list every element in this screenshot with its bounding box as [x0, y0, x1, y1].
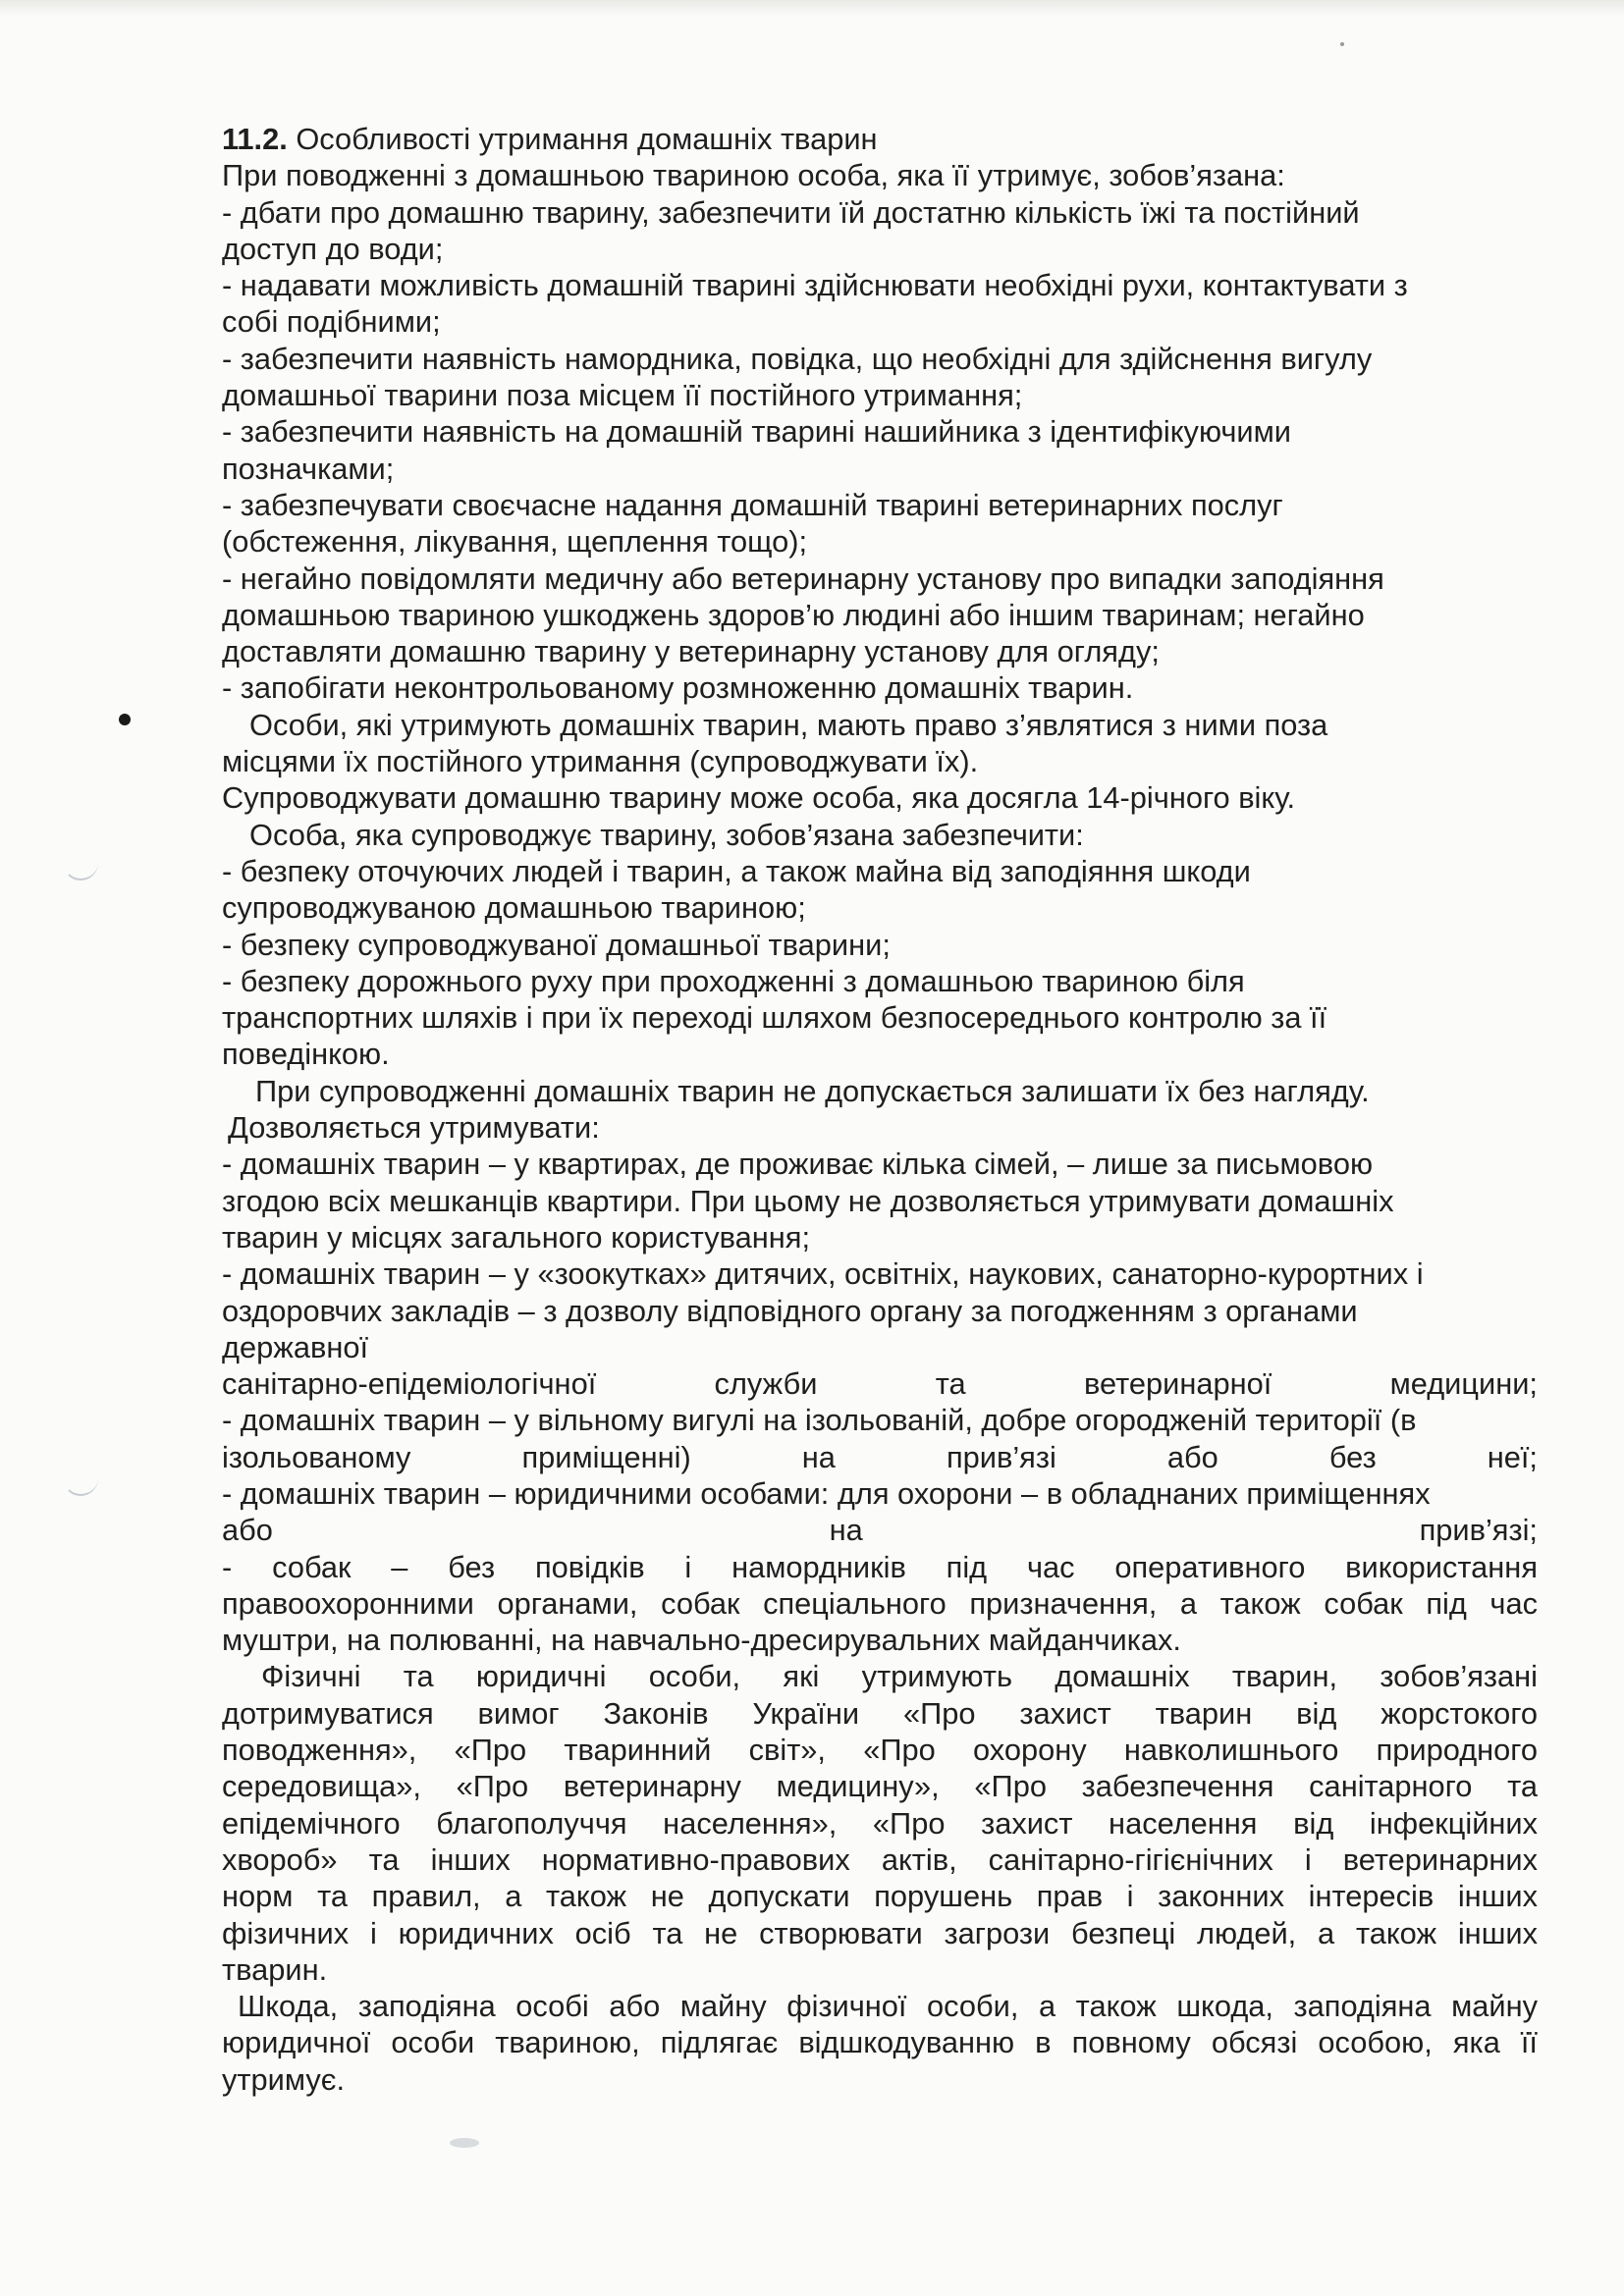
- text-line: - надавати можливість домашній тварині здійснювати необхідні рухи, контактувати з: [222, 268, 1408, 303]
- text-line: собі подібними;: [222, 304, 441, 340]
- text-line: супроводжуваною домашньою твариною;: [222, 890, 806, 926]
- text-line: домашньої тварини поза місцем її постійного утримання;: [222, 378, 1023, 413]
- text-line: юридичної особи твариною, підлягає відшкодуванню в повному обсязі особою, яка її: [222, 2025, 1538, 2060]
- section-heading: [222, 121, 1538, 157]
- text-line: тварин.: [222, 1951, 328, 1987]
- text-line: - забезпечити наявність намордника, повідка, що необхідні для здійснення вигулу: [222, 341, 1373, 376]
- binder-hole-mark: [119, 714, 131, 725]
- text-line: місцями їх постійного утримання (супроводжувати їх).: [222, 744, 979, 779]
- text-line: або на прив’язі;: [222, 1513, 1538, 1548]
- text-line: позначками;: [222, 451, 395, 486]
- text-line: Особа, яка супроводжує тварину, зобов’язана забезпечити:: [249, 817, 1084, 852]
- text-line: доставляти домашню тварину у ветеринарну установу для огляду;: [222, 634, 1160, 669]
- text-line: - безпеку оточуючих людей і тварин, а також майна від заподіяння шкоди: [222, 853, 1251, 888]
- text-line: санітарно-епідеміологічної служби та ветеринарної медицини;: [222, 1366, 1538, 1402]
- scan-speck: [1340, 42, 1344, 46]
- punch-hole-arc: [63, 1455, 98, 1496]
- text-line: При поводженні з домашньою твариною особа, яка її утримує, зобов’язана:: [222, 158, 1285, 193]
- section-title: Особливості утримання домашніх тварин: [287, 122, 878, 156]
- punch-hole-arc: [63, 839, 98, 881]
- text-line: - запобігати неконтрольованому розмноженню домашніх тварин.: [222, 670, 1134, 706]
- document-body: [222, 121, 1538, 2098]
- text-line: - дбати про домашню тварину, забезпечити їй достатню кількість їжі та постійний: [222, 194, 1360, 230]
- section-number: 11.2.: [222, 122, 288, 156]
- text-line: оздоровчих закладів – з дозволу відповідного органу за погодженням з органами: [222, 1293, 1358, 1328]
- text-line: домашньою твариною ушкоджень здоров’ю людині або іншим тваринам; негайно: [222, 597, 1365, 632]
- text-line: - безпеку супроводжуваної домашньої тварини;: [222, 927, 891, 962]
- text-line: тварин у місцях загального користування;: [222, 1219, 811, 1255]
- text-line: Особи, які утримують домашніх тварин, мають право з’являтися з ними поза: [249, 707, 1328, 742]
- text-line: поведінкою.: [222, 1037, 390, 1072]
- text-line: епідемічного благополуччя населення», «Про захист населення від інфекційних: [222, 1805, 1538, 1841]
- text-line: - домашніх тварин – у квартирах, де проживає кілька сімей, – лише за письмовою: [222, 1147, 1374, 1182]
- text-line: доступ до води;: [222, 231, 444, 266]
- text-line: муштри, на полюванні, на навчально-дресирувальних майданчиках.: [222, 1623, 1181, 1658]
- text-line: Шкода, заподіяна особі або майну фізичної особи, а також шкода, заподіяна майну: [238, 1989, 1538, 2024]
- text-line: - домашніх тварин – у вільному вигулі на ізольованій, добре огородженій території (в: [222, 1403, 1417, 1438]
- text-line: транспортних шляхів і при їх переході шляхом безпосереднього контролю за її: [222, 1000, 1327, 1036]
- scan-smudge: [450, 2138, 479, 2148]
- text-line: хвороб» та інших нормативно-правових актів, санітарно-гігієнічних і ветеринарних: [222, 1842, 1538, 1877]
- text-line: - забезпечити наявність на домашній тварині нашийника з ідентифікуючими: [222, 414, 1292, 450]
- text-line: Дозволяється утримувати:: [228, 1110, 600, 1146]
- text-line: норм та правил, а також не допускати порушень прав і законних інтересів інших: [222, 1879, 1538, 1914]
- text-line: правоохоронними органами, собак спеціального призначення, а також собак під час: [222, 1585, 1538, 1621]
- text-line: поводження», «Про тваринний світ», «Про охорону навколишнього природного: [222, 1733, 1538, 1768]
- text-line: середовища», «Про ветеринарну медицину», «Про забезпечення санітарного та: [222, 1769, 1538, 1804]
- text-line: При супроводженні домашніх тварин не допускається залишати їх без нагляду.: [255, 1073, 1370, 1108]
- text-line: - домашніх тварин – юридичними особами: для охорони – в обладнаних приміщеннях: [222, 1475, 1431, 1511]
- text-line: (обстеження, лікування, щеплення тощо);: [222, 524, 808, 560]
- text-line: - забезпечувати своєчасне надання домашній тварині ветеринарних послуг: [222, 487, 1283, 522]
- text-line: Фізичні та юридичні особи, які утримують домашніх тварин, зобов’язані: [261, 1659, 1538, 1694]
- scan-top-edge: [0, 0, 1624, 16]
- text-line: Супроводжувати домашню тварину може особа, яка досягла 14-річного віку.: [222, 780, 1296, 816]
- text-line: - негайно повідомляти медичну або ветеринарну установу про випадки заподіяння: [222, 561, 1384, 596]
- text-line: згодою всіх мешканців квартири. При цьому не дозволяється утримувати домашніх: [222, 1183, 1394, 1218]
- text-line: дотримуватися вимог Законів України «Про захист тварин від жорстокого: [222, 1695, 1538, 1731]
- text-line: утримує.: [222, 2061, 346, 2097]
- text-line: ізольованому приміщенні) на прив’язі або без неї;: [222, 1439, 1538, 1474]
- text-line: - собак – без повідків і намордників під час оперативного використання: [222, 1549, 1538, 1584]
- text-line: - домашніх тварин – у «зоокутках» дитячих, освітніх, наукових, санаторно-курортних і: [222, 1256, 1424, 1292]
- text-line: - безпеку дорожнього руху при проходженні з домашньою твариною біля: [222, 963, 1245, 998]
- text-line: державної: [222, 1329, 369, 1364]
- text-line: фізичних і юридичних осіб та не створювати загрози безпеці людей, а також інших: [222, 1915, 1538, 1950]
